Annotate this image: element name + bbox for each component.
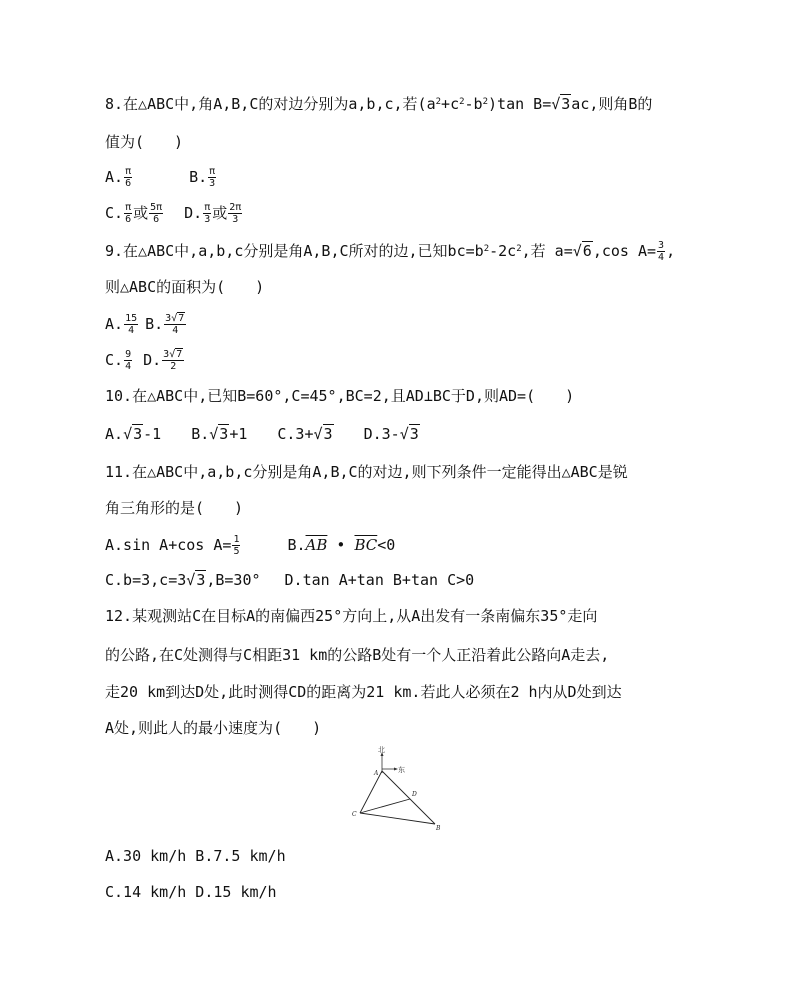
q11-stem-line1: 11.在△ABC中,a,b,c分别是角A,B,C的对边,则下列条件一定能得出△ABC是锐 [105, 463, 628, 481]
q8-stem-line1: 8.在△ABC中,角A,B,C的对边分别为a,b,c,若$(a^2+c^2-b^2)\tan$ B=√3ac,则角B的 [105, 95, 653, 113]
q11-options-row2: C.b=3,c=3√3,B=30° D.tan A+tan B+tan C>0 [105, 571, 475, 589]
q9-options-row1: A. $\frac{15}{4}$ B. $\frac{3√7}{4}$ [105, 313, 185, 336]
figure-label-east: 东 [398, 766, 405, 774]
figure-label-c: C [352, 811, 357, 818]
q12-stem-line2: 的公路,在C处测得与C相距31 km的公路B处有一个人正沿着此公路向A走去, [105, 646, 610, 664]
q11-options-row1: A.sin A+cos A= $\frac{1}{5}$ $B.\overline{AB}$ • $\overline{BC}<0$ [105, 534, 396, 557]
q12-options-row1: A.30 km/h B.7.5 km/h [105, 847, 286, 865]
figure-label-a: A [374, 770, 379, 777]
q12-stem-line4: A处,则此人的最小速度为( ) [105, 719, 322, 737]
q8-stem-line2: 值为( ) [105, 133, 184, 151]
q9-stem-line1: 9.在△ABC中,a,b,c分别是角A,B,C所对的边,已知$bc=b^2-2c^2$,若 a=√6,cos A= $\frac{3}{4}$ , [105, 240, 676, 263]
q8-options-row2: C. $\frac{\pi}{6}$ 或 $\frac{5\pi}{6}$ D. $\frac{\pi}{3}$ 或 $\frac{2\pi}{3}$ [105, 202, 242, 225]
q10-options: A.√3-1 B.√3+1 C.3+√3 D.3-√3 [105, 425, 419, 443]
sqrt-symbol: √3 [551, 95, 571, 113]
vector-ab: $\overline{AB}$ [305, 536, 328, 554]
figure-label-d: D [412, 791, 417, 798]
figure-label-b: B [436, 825, 441, 832]
q12-stem-line1: 12.某观测站C在目标A的南偏西25°方向上,从A出发有一条南偏东35°走向 [105, 607, 598, 625]
q10-stem: 10.在△ABC中,已知B=60°,C=45°,BC=2,且AD⊥BC于D,则AD=( ) [105, 387, 575, 405]
q12-stem-line3: 走20 km到达D处,此时测得CD的距离为21 km.若此人必须在2 h内从D处到达 [105, 683, 622, 701]
q9-options-row2: C. $\frac{9}{4}$ D. $\frac{3√7}{2}$ [105, 349, 183, 372]
q9-stem-line2: 则△ABC的面积为( ) [105, 278, 265, 296]
sqrt-symbol: √6 [572, 242, 592, 260]
q12-options-row2: C.14 km/h D.15 km/h [105, 883, 277, 901]
vector-bc: $\overline{BC}$ [354, 536, 378, 554]
q12-figure [340, 744, 460, 836]
figure-label-north: 北 [378, 746, 385, 754]
q8-options-row1: A. $\frac{\pi}{6}$ B. $\frac{\pi}{3}$ [105, 166, 216, 189]
q11-stem-line2: 角三角形的是( ) [105, 499, 244, 517]
